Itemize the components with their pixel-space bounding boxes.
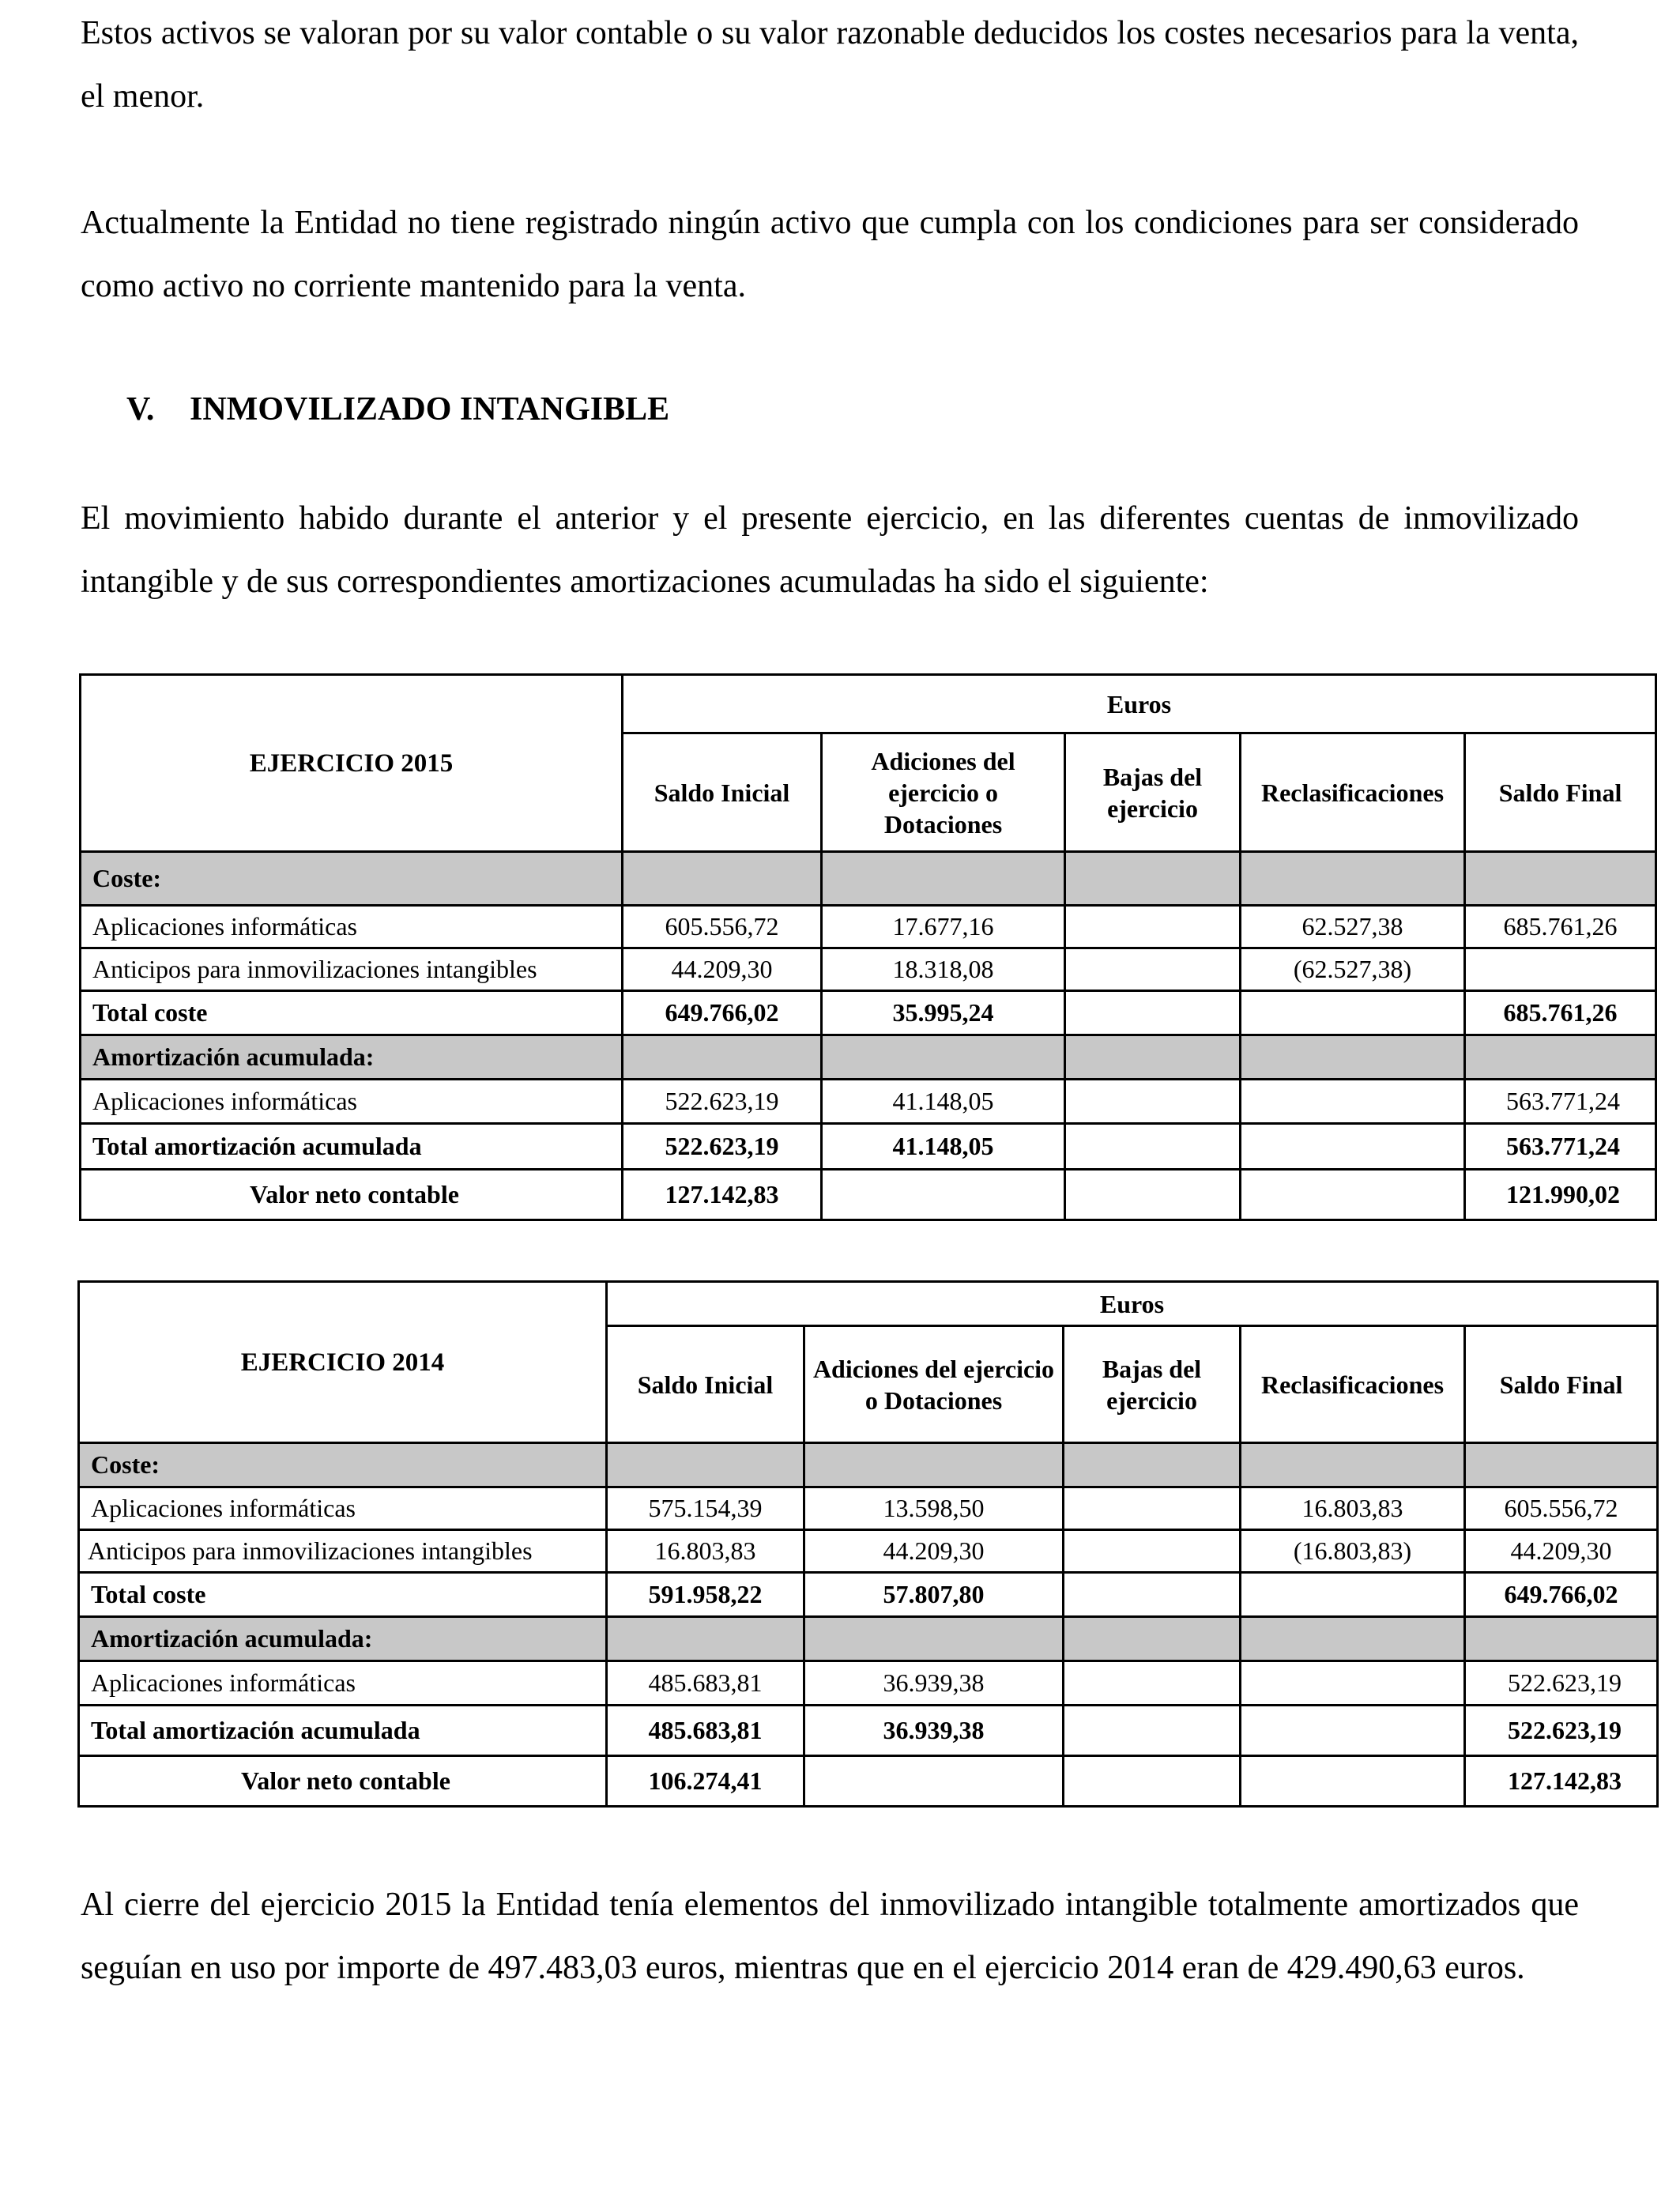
cell: 41.148,05 [822,1080,1065,1124]
paragraph-no-assets: Actualmente la Entidad no tiene registrado ningún activo que cumpla con los condiciones para ser considerado como activo no corriente mantenido para la venta. [81,205,1579,304]
col-header: Bajas del ejercicio [1064,1326,1241,1443]
cell [1241,1080,1465,1124]
paragraph-movement-intro: El movimiento habido durante el anterior y el presente ejercicio, en las diferentes cuentas de inmovilizado intangible y de sus correspondientes amortizaciones acumuladas ha sido el siguiente: [81,500,1579,600]
cell: 522.623,19 [623,1080,822,1124]
row-label: Aplicaciones informáticas [79,1661,607,1706]
table-title: EJERCICIO 2015 [81,675,623,852]
cell: 563.771,24 [1465,1080,1656,1124]
table-row [81,991,1656,1035]
row-label: Coste: [79,1443,607,1487]
group-header: Euros [607,1282,1658,1326]
cell: 62.527,38 [1241,906,1465,948]
table-row [81,1170,1656,1220]
cell: 13.598,50 [804,1487,1064,1530]
cell: 485.683,81 [607,1661,804,1706]
row-label: Total amortización acumulada [81,1124,623,1170]
cell: 649.766,02 [623,991,822,1035]
cell: 485.683,81 [607,1706,804,1756]
cell [1064,1706,1241,1756]
cell: (62.527,38) [1241,948,1465,991]
cell [822,1170,1065,1220]
table-row [79,1573,1658,1617]
table-row [81,1124,1656,1170]
cell [1465,948,1656,991]
cell [1241,1170,1465,1220]
row-label: Aplicaciones informáticas [79,1487,607,1530]
cell [1064,1487,1241,1530]
cell: 685.761,26 [1465,991,1656,1035]
cell [1241,991,1465,1035]
row-label: Total amortización acumulada [79,1706,607,1756]
table-ejercicio-2014 [77,1280,1659,1808]
cell: 127.142,83 [1465,1756,1658,1807]
col-header: Adiciones del ejercicio o Dotaciones [822,733,1065,852]
col-header: Reclasificaciones [1241,733,1465,852]
col-header: Saldo Inicial [623,733,822,852]
cell: 605.556,72 [1465,1487,1658,1530]
cell: 563.771,24 [1465,1124,1656,1170]
cell [1065,991,1241,1035]
cell: 44.209,30 [1465,1530,1658,1573]
row-label: Total coste [81,991,623,1035]
row-label: Anticipos para inmovilizaciones intangibles [79,1530,607,1573]
table-row [79,1706,1658,1756]
table-row [79,1617,1658,1661]
row-label: Valor neto contable [81,1170,623,1220]
cell [1064,1756,1241,1807]
cell [1065,948,1241,991]
cell: 685.761,26 [1465,906,1656,948]
cell [1065,1124,1241,1170]
table-row [79,1661,1658,1706]
cell: (16.803,83) [1241,1530,1465,1573]
cell [1064,1661,1241,1706]
cell: 649.766,02 [1465,1573,1658,1617]
group-header: Euros [623,675,1656,733]
section-heading [126,386,669,433]
table-title: EJERCICIO 2014 [79,1282,607,1443]
table-row [79,1443,1658,1487]
col-header: Saldo Final [1465,1326,1658,1443]
row-label: Amortización acumulada: [79,1617,607,1661]
cell: 605.556,72 [623,906,822,948]
table-row [79,1530,1658,1573]
col-header: Adiciones del ejercicio o Dotaciones [804,1326,1064,1443]
table-row [79,1756,1658,1807]
row-label: Amortización acumulada: [81,1035,623,1080]
cell: 522.623,19 [1465,1661,1658,1706]
table-row [81,948,1656,991]
cell: 36.939,38 [804,1706,1064,1756]
col-header: Bajas del ejercicio [1065,733,1241,852]
table-ejercicio-2015 [79,673,1657,1221]
cell [1065,1080,1241,1124]
cell [1065,906,1241,948]
cell: 16.803,83 [607,1530,804,1573]
cell: 17.677,16 [822,906,1065,948]
cell: 44.209,30 [804,1530,1064,1573]
paragraph-fully-amortized: Al cierre del ejercicio 2015 la Entidad tenía elementos del inmovilizado intangible totalmente amortizados que seguían en uso por importe de 497.483,03 euros, mientras que en el ejercicio 2014 eran de 429.490,63 euros. [81,1887,1579,1986]
table-row [81,906,1656,948]
cell: 522.623,19 [623,1124,822,1170]
col-header: Saldo Final [1465,733,1656,852]
cell: 36.939,38 [804,1661,1064,1706]
table-row [81,852,1656,906]
cell: 522.623,19 [1465,1706,1658,1756]
cell: 575.154,39 [607,1487,804,1530]
cell [1241,1124,1465,1170]
table-row [81,1080,1656,1124]
table-row [81,1035,1656,1080]
col-header: Reclasificaciones [1241,1326,1465,1443]
row-label: Aplicaciones informáticas [81,906,623,948]
cell [1241,1756,1465,1807]
cell [1065,1170,1241,1220]
paragraph-valuation: Estos activos se valoran por su valor contable o su valor razonable deducidos los costes necesarios para la venta, el menor. [81,15,1579,115]
row-label: Total coste [79,1573,607,1617]
cell [804,1756,1064,1807]
cell: 57.807,80 [804,1573,1064,1617]
row-label: Valor neto contable [79,1756,607,1807]
row-label: Aplicaciones informáticas [81,1080,623,1124]
cell [1241,1661,1465,1706]
cell [1064,1530,1241,1573]
cell: 127.142,83 [623,1170,822,1220]
cell [1064,1573,1241,1617]
section-title: INMOVILIZADO INTANGIBLE [190,391,670,428]
cell: 35.995,24 [822,991,1065,1035]
cell: 121.990,02 [1465,1170,1656,1220]
cell [1241,1706,1465,1756]
cell: 16.803,83 [1241,1487,1465,1530]
cell: 591.958,22 [607,1573,804,1617]
table-row [79,1487,1658,1530]
cell [1241,1573,1465,1617]
row-label: Coste: [81,852,623,906]
cell: 41.148,05 [822,1124,1065,1170]
cell: 18.318,08 [822,948,1065,991]
cell: 106.274,41 [607,1756,804,1807]
section-number: V. [126,391,155,428]
cell: 44.209,30 [623,948,822,991]
col-header: Saldo Inicial [607,1326,804,1443]
row-label: Anticipos para inmovilizaciones intangibles [81,948,623,991]
